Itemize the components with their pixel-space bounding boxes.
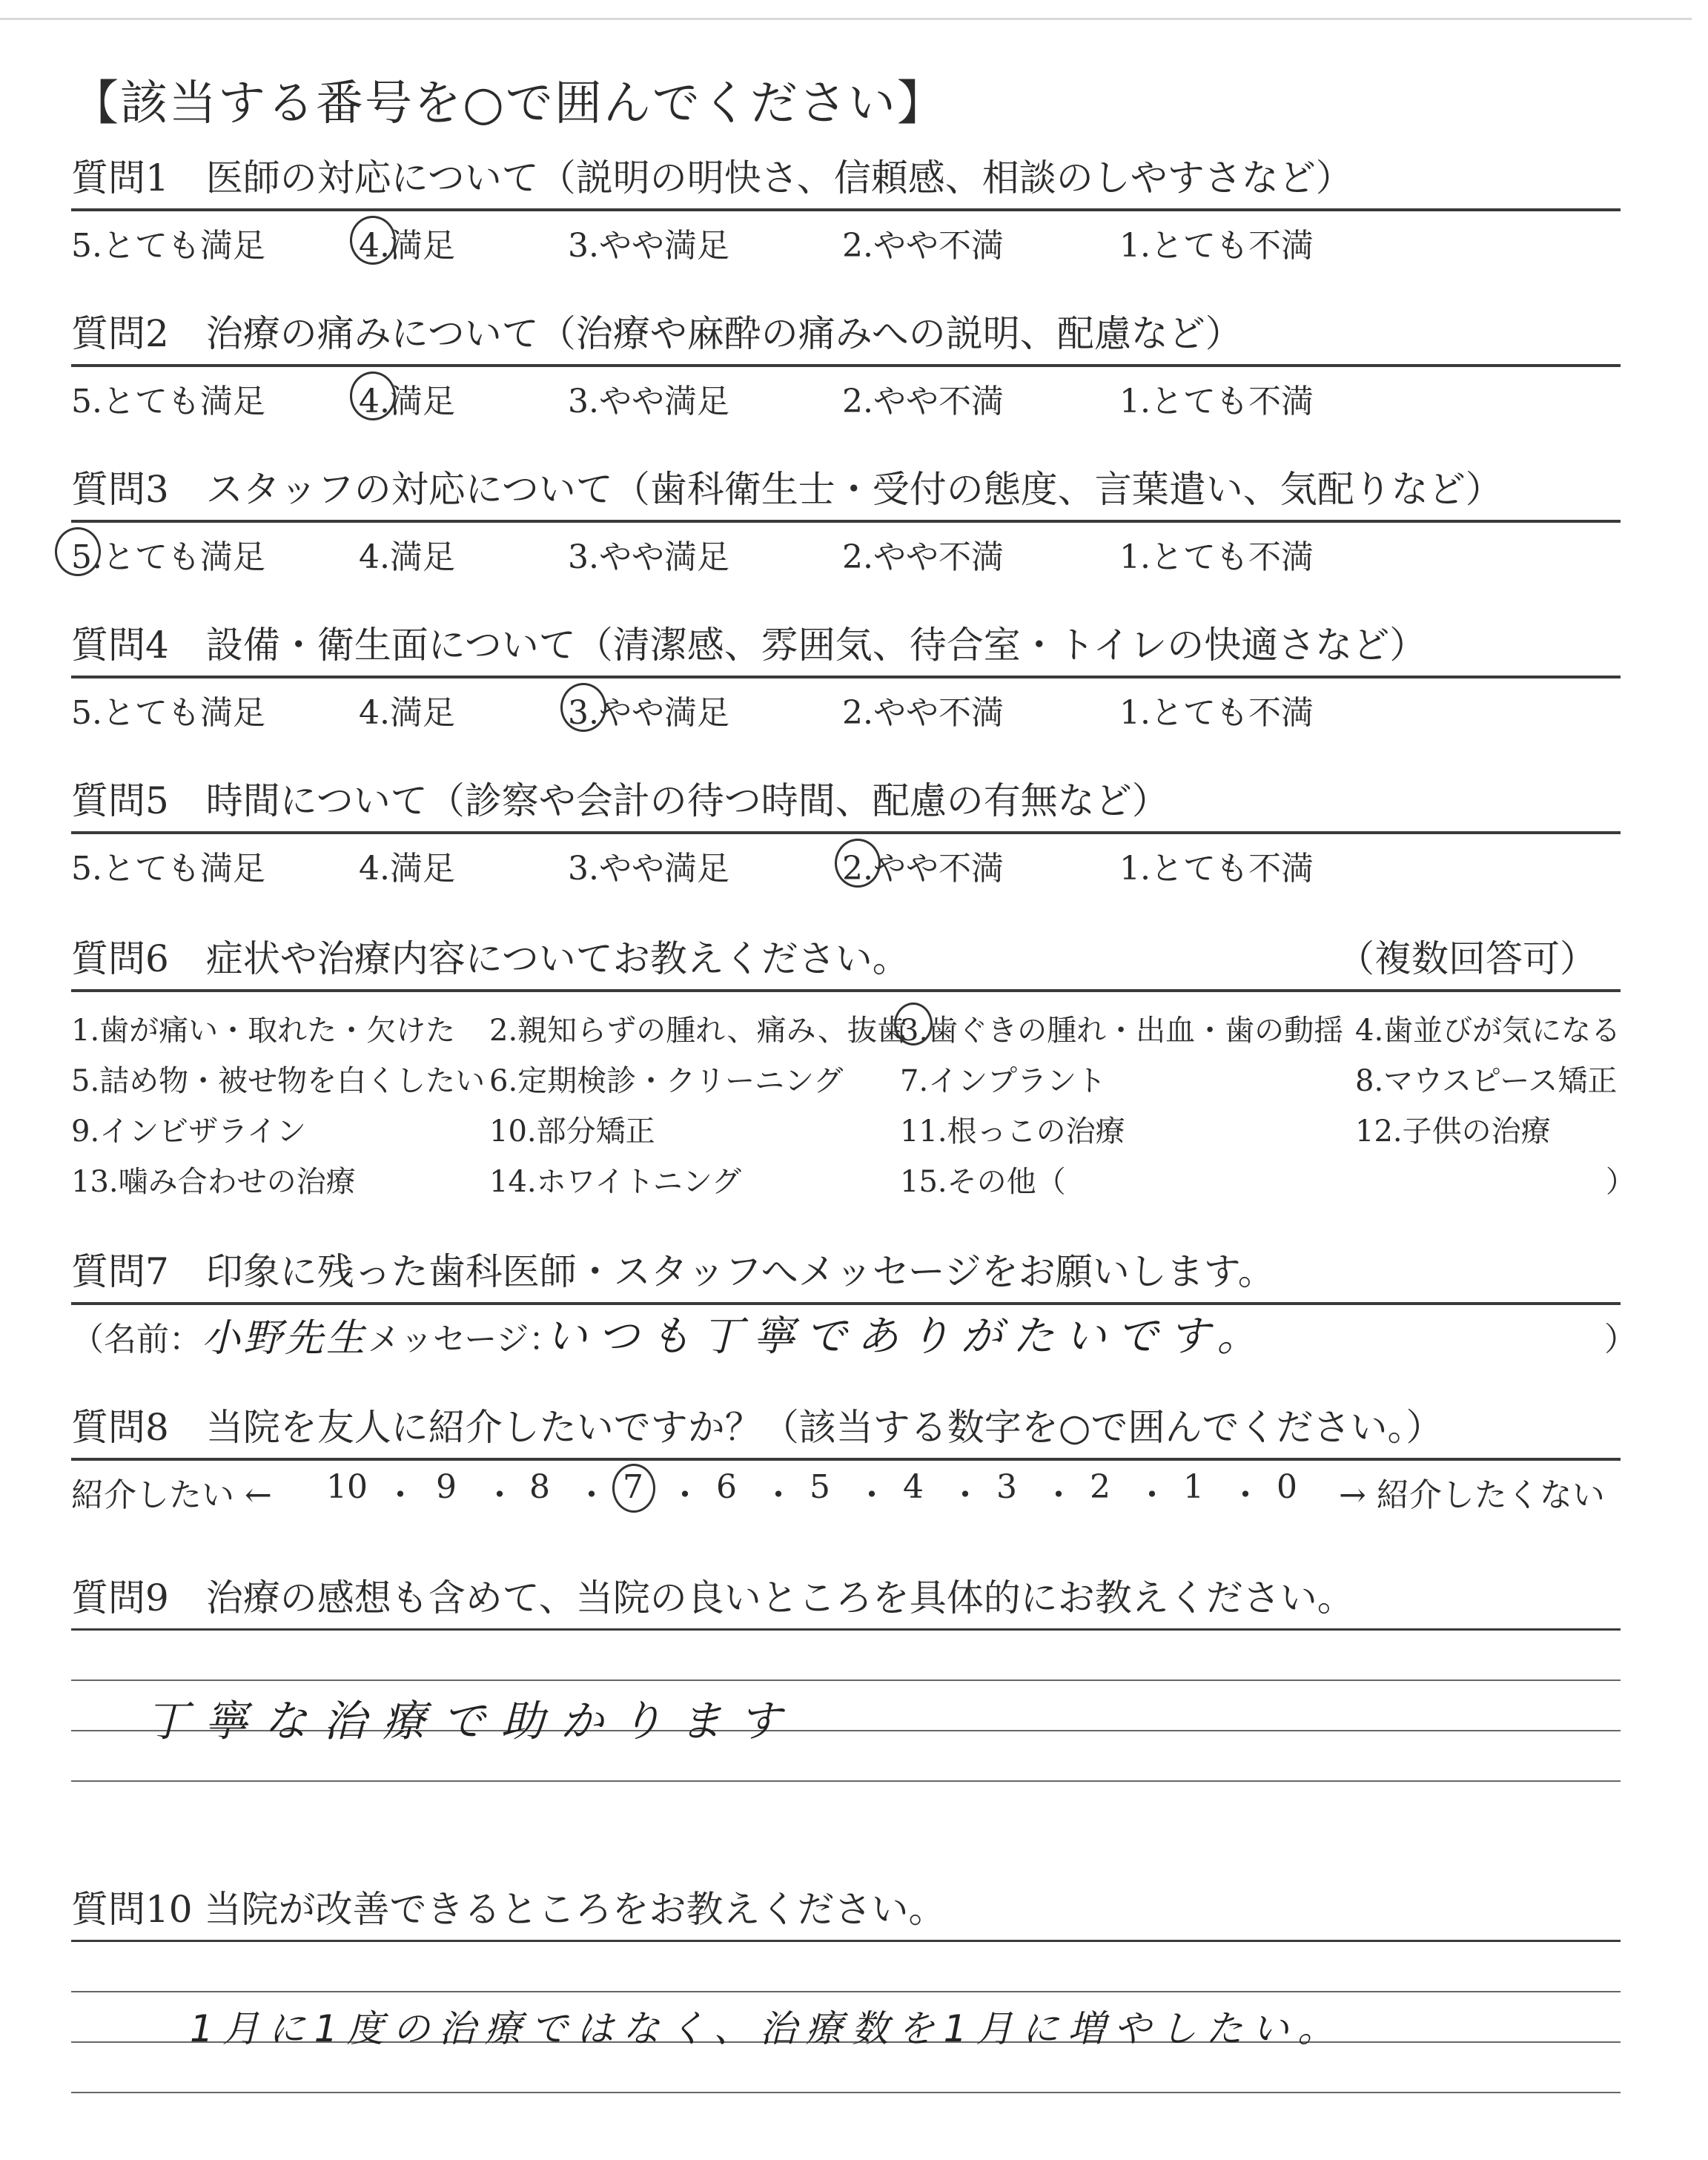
option-3[interactable]: 3.やや満足 — [568, 850, 729, 888]
question-1-title: 質問1 医師の対応について（説明の明快さ、信頼感、相談のしやすさなど） — [71, 156, 1353, 199]
question-7 — [71, 1246, 1637, 1361]
option-5[interactable]: 5.とても満足 — [71, 694, 265, 732]
scale-dot: ・ — [1229, 1476, 1262, 1514]
question-3-title: 質問3 スタッフの対応について（歯科衛生士・受付の態度、言葉遣い、気配りなど） — [71, 468, 1503, 511]
question-8 — [71, 1401, 1621, 1513]
question-6-options — [71, 992, 1635, 1200]
scale-value-1[interactable]: 1 — [1183, 1468, 1204, 1506]
scale-value-9[interactable]: 9 — [436, 1468, 457, 1506]
answer-line — [71, 1940, 1621, 1942]
survey-form — [71, 0, 1637, 2160]
scale-dot: ・ — [669, 1476, 701, 1514]
scale-dot: ・ — [575, 1476, 608, 1514]
symptom-option[interactable]: 13.噛み合わせの治療 — [71, 1165, 356, 1199]
option-2[interactable]: 2.やや不満 — [842, 383, 1004, 420]
symptom-option[interactable]: 11.根っこの治療 — [900, 1114, 1125, 1149]
selection-circle — [55, 527, 101, 576]
option-1[interactable]: 1.とても不満 — [1119, 227, 1314, 265]
question-6-title — [71, 933, 1621, 985]
message-row — [71, 1305, 1637, 1361]
question-4-title: 質問4 設備・衛生面について（清潔感、雰囲気、待合室・トイレの快適さなど） — [71, 624, 1427, 667]
selection-circle — [894, 1003, 933, 1046]
message-label: メッセージ： — [368, 1321, 562, 1358]
option-4[interactable]: 4.満足 — [359, 227, 455, 265]
scale-dot: ・ — [949, 1476, 982, 1514]
symptom-option[interactable]: 9.インビザライン — [71, 1114, 306, 1149]
scale-value-0[interactable]: 0 — [1277, 1468, 1297, 1506]
scale-right-label: → 紹介したくない — [1339, 1476, 1605, 1514]
question-6-title-text: 質問6 症状や治療内容についてお教えください。 — [71, 937, 910, 980]
option-2[interactable]: 2.やや不満 — [842, 538, 1004, 576]
question-9-answer[interactable]: 丁寧な治療で助かります — [145, 1696, 798, 1746]
option-4[interactable]: 4.満足 — [359, 383, 455, 420]
question-5-title: 質問5 時間について（診察や会計の待つ時間、配慮の有無など） — [71, 779, 1169, 822]
symptom-option[interactable]: 7.インプラント — [900, 1064, 1107, 1098]
message-value[interactable]: いつも丁寧でありがたいです。 — [546, 1312, 1269, 1361]
scale-dot: ・ — [1042, 1476, 1075, 1514]
option-3[interactable]: 3.やや満足 — [568, 227, 729, 265]
answer-line — [71, 2092, 1621, 2093]
option-5[interactable]: 5.とても満足 — [71, 850, 265, 888]
question-1-options — [71, 211, 1621, 263]
scale-dot: ・ — [384, 1476, 417, 1514]
option-1[interactable]: 1.とても不満 — [1119, 694, 1314, 732]
question-1 — [71, 152, 1621, 263]
option-4[interactable]: 4.満足 — [359, 538, 455, 576]
scale-dot: ・ — [855, 1476, 888, 1514]
answer-lines — [71, 1628, 1621, 1782]
symptom-option[interactable]: 8.マウスピース矯正 — [1355, 1064, 1618, 1098]
symptom-option[interactable]: 10.部分矯正 — [489, 1114, 655, 1149]
question-10-answer[interactable]: 1月に1度の治療ではなく、治療数を1月に増やしたい。 — [190, 2007, 1344, 2050]
option-4[interactable]: 4.満足 — [359, 694, 455, 732]
scale-value-8[interactable]: 8 — [529, 1468, 550, 1506]
close-paren: ） — [1604, 1321, 1637, 1358]
option-4[interactable]: 4.満足 — [359, 850, 455, 888]
scale-dot: ・ — [1136, 1476, 1168, 1514]
scale-value-10[interactable]: 10 — [326, 1468, 368, 1506]
option-5[interactable]: 5.とても満足 — [71, 383, 265, 420]
question-9 — [71, 1572, 1621, 1831]
symptom-option[interactable]: 6.定期検診・クリーニング — [489, 1064, 844, 1098]
form-header: 【該当する番号を○で囲んでください】 — [71, 76, 946, 131]
scale-value-2[interactable]: 2 — [1090, 1468, 1110, 1506]
option-2[interactable]: 2.やや不満 — [842, 850, 1004, 888]
other-close-paren: ） — [1606, 1165, 1635, 1199]
symptom-option[interactable]: 14.ホワイトニング — [489, 1165, 742, 1199]
question-5-options — [71, 834, 1621, 886]
question-9-title: 質問9 治療の感想も含めて、当院の良いところを具体的にお教えください。 — [71, 1576, 1354, 1619]
symptom-option[interactable]: 3.歯ぐきの腫れ・出血・歯の動揺 — [900, 1014, 1344, 1048]
name-value[interactable]: 小野先生 — [202, 1316, 368, 1361]
question-2-title: 質問2 治療の痛みについて（治療や麻酔の痛みへの説明、配慮など） — [71, 312, 1242, 355]
symptom-option[interactable]: 1.歯が痛い・取れた・欠けた — [71, 1014, 456, 1048]
scale-dot: ・ — [483, 1476, 516, 1514]
scale-value-7[interactable]: 7 — [623, 1468, 643, 1506]
option-5[interactable]: 5.とても満足 — [71, 227, 265, 265]
question-8-title: 質問8 当院を友人に紹介したいですか？（該当する数字を○で囲んでください。） — [71, 1406, 1443, 1449]
question-7-title: 質問7 印象に残った歯科医師・スタッフへメッセージをお願いします。 — [71, 1250, 1275, 1293]
answer-lines — [71, 1940, 1621, 2093]
scale-dot: ・ — [762, 1476, 795, 1514]
question-10-title: 質問10 当院が改善できるところをお教えください。 — [71, 1888, 946, 1931]
referral-scale — [71, 1461, 1621, 1513]
option-2[interactable]: 2.やや不満 — [842, 227, 1004, 265]
selection-circle — [835, 839, 881, 888]
name-label: （名前： — [71, 1321, 202, 1358]
question-6 — [71, 933, 1635, 1200]
answer-line — [71, 1680, 1621, 1681]
answer-line — [71, 1628, 1621, 1631]
scale-value-6[interactable]: 6 — [716, 1468, 737, 1506]
option-5[interactable]: 5.とても満足 — [71, 538, 265, 576]
scale-left-label: 紹介したい ← — [71, 1476, 272, 1514]
question-3 — [71, 463, 1621, 575]
option-1[interactable]: 1.とても不満 — [1119, 383, 1314, 420]
selection-circle — [350, 216, 396, 265]
option-1[interactable]: 1.とても不満 — [1119, 538, 1314, 576]
question-3-options — [71, 523, 1621, 575]
symptom-option[interactable]: 2.親知らずの腫れ、痛み、抜歯 — [489, 1014, 907, 1048]
symptom-option[interactable]: 15.その他（ — [900, 1165, 1066, 1199]
question-4-options — [71, 678, 1621, 730]
multiple-answers-note: （複数回答可） — [1337, 937, 1597, 980]
question-10 — [71, 1883, 1621, 2142]
option-3[interactable]: 3.やや満足 — [568, 694, 729, 732]
option-2[interactable]: 2.やや不満 — [842, 694, 1004, 732]
selection-circle — [350, 371, 396, 420]
answer-line — [71, 1991, 1621, 1992]
option-3[interactable]: 3.やや満足 — [568, 538, 729, 576]
answer-line — [71, 1780, 1621, 1782]
symptom-option[interactable]: 5.詰め物・被せ物を白くしたい — [71, 1064, 486, 1098]
question-4 — [71, 619, 1621, 730]
option-3[interactable]: 3.やや満足 — [568, 383, 729, 420]
option-1[interactable]: 1.とても不満 — [1119, 850, 1314, 888]
symptom-option[interactable]: 12.子供の治療 — [1355, 1114, 1551, 1149]
selection-circle — [612, 1464, 655, 1513]
question-5 — [71, 775, 1621, 886]
selection-circle — [560, 683, 606, 732]
question-2-options — [71, 367, 1621, 419]
scale-value-3[interactable]: 3 — [996, 1468, 1017, 1506]
scale-value-4[interactable]: 4 — [903, 1468, 924, 1506]
symptom-option[interactable]: 4.歯並びが気になる — [1355, 1014, 1621, 1048]
question-2 — [71, 308, 1621, 419]
scale-value-5[interactable]: 5 — [810, 1468, 830, 1506]
